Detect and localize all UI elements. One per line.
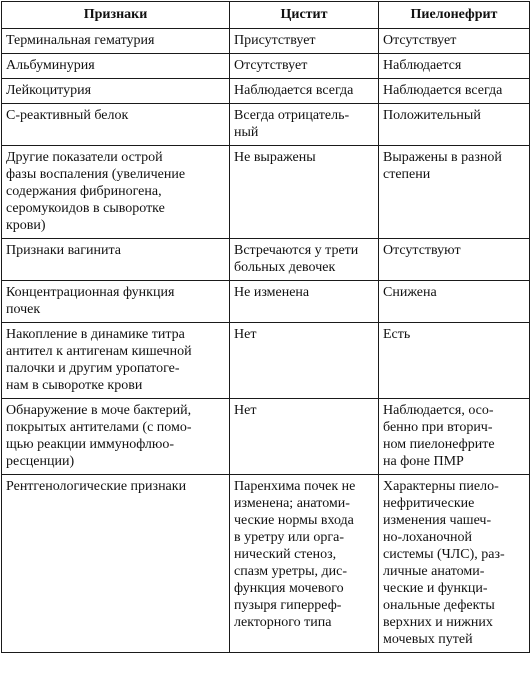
cell-text-line: Всегда отрицатель- <box>234 108 350 123</box>
sign-cell <box>2 399 230 475</box>
pyelonephritis-cell <box>379 475 530 653</box>
sign-cell <box>2 323 230 399</box>
cell-text-line: С-реактивный белок <box>6 108 129 123</box>
cell-text-line: Присутствует <box>234 33 316 48</box>
cell-text-line: крови) <box>6 218 46 233</box>
cell-text-line: Признаки вагинита <box>6 243 121 258</box>
pyelonephritis-cell <box>379 399 530 475</box>
table-body <box>2 29 530 653</box>
cell-text-line: ональные дефекты <box>383 598 495 613</box>
pyelonephritis-cell <box>379 29 530 54</box>
sign-cell <box>2 54 230 79</box>
cystitis-cell <box>230 79 379 104</box>
pyelonephritis-cell <box>379 104 530 146</box>
table-row <box>2 281 530 323</box>
cell-text-line: Терминальная гематурия <box>6 33 155 48</box>
cell-text-line: Альбуминурия <box>6 58 95 73</box>
pyelonephritis-cell <box>379 54 530 79</box>
cell-text-line: степени <box>383 167 431 182</box>
cell-text-line: ном пиелонефрите <box>383 437 495 452</box>
cell-text-line: Отсутствует <box>234 58 308 73</box>
cell-text-line: Отсутствует <box>383 33 457 48</box>
cell-text-line: почек <box>6 302 41 317</box>
sign-cell <box>2 146 230 239</box>
table-row <box>2 146 530 239</box>
cell-text-line: мочевых путей <box>383 632 473 647</box>
header-pyelonephritis: Пиелонефрит <box>379 2 530 29</box>
cell-text-line: нический стеноз, <box>234 547 337 562</box>
cystitis-cell <box>230 281 379 323</box>
pyelonephritis-cell <box>379 323 530 399</box>
cell-text-line: изменена; анатоми- <box>234 496 350 511</box>
table-row <box>2 104 530 146</box>
cell-text-line: Рентгенологические признаки <box>6 479 187 494</box>
cell-text-line: спазм уретры, дис- <box>234 564 348 579</box>
cell-text-line: Выражены в разной <box>383 150 502 165</box>
cell-text-line: ческие нормы входа <box>234 513 354 528</box>
cell-text-line: но-лоханочной <box>383 530 472 545</box>
cell-text-line: Наблюдается всегда <box>234 83 354 98</box>
cystitis-cell <box>230 146 379 239</box>
cystitis-cell <box>230 239 379 281</box>
table-row <box>2 239 530 281</box>
cell-text-line: ресценции) <box>6 454 75 469</box>
cell-text-line: фазы воспаления (увеличение <box>6 167 186 182</box>
cell-text-line: Обнаружение в моче бактерий, <box>6 403 192 418</box>
cell-text-line: системы (ЧЛС), раз- <box>383 547 505 562</box>
cell-text-line: серомукоидов в сыворотке <box>6 201 165 216</box>
sign-cell <box>2 475 230 653</box>
cell-text-line: Положительный <box>383 108 481 123</box>
cell-text-line: пузыря гиперреф- <box>234 598 342 613</box>
cell-text-line: ческие и функци- <box>383 581 488 596</box>
cell-text-line: Накопление в динамике титра <box>6 327 185 342</box>
cell-text-line: Характерны пиело- <box>383 479 499 494</box>
table-row <box>2 399 530 475</box>
cell-text-line: Наблюдается всегда <box>383 83 503 98</box>
comparison-table <box>1 1 530 653</box>
cell-text-line: в уретру или орга- <box>234 530 345 545</box>
sign-cell <box>2 79 230 104</box>
cystitis-cell <box>230 323 379 399</box>
cystitis-cell <box>230 399 379 475</box>
header-row <box>2 2 530 29</box>
sign-cell <box>2 281 230 323</box>
cell-text-line: содержания фибриногена, <box>6 184 162 199</box>
cell-text-line: Есть <box>383 327 411 342</box>
cell-text-line: антител к антигенам кишечной <box>6 344 192 359</box>
cell-text-line: Наблюдается <box>383 58 462 73</box>
pyelonephritis-cell <box>379 239 530 281</box>
cell-text-line: Наблюдается, осо- <box>383 403 494 418</box>
cell-text-line: щью реакции иммунофлюо- <box>6 437 175 452</box>
cell-text-line: функция мочевого <box>234 581 344 596</box>
cell-text-line: изменения чашеч- <box>383 513 492 528</box>
table-row <box>2 79 530 104</box>
cell-text-line: ный <box>234 125 259 140</box>
sign-cell <box>2 239 230 281</box>
table-row <box>2 323 530 399</box>
pyelonephritis-cell <box>379 146 530 239</box>
cell-text-line: бенно при вторич- <box>383 420 493 435</box>
cell-text-line: личные анатоми- <box>383 564 485 579</box>
cell-text-line: верхних и нижних <box>383 615 493 630</box>
sign-cell <box>2 104 230 146</box>
cell-text-line: Снижена <box>383 285 437 300</box>
cell-text-line: больных девочек <box>234 260 336 275</box>
cell-text-line: Встречаются у трети <box>234 243 359 258</box>
cystitis-cell <box>230 475 379 653</box>
cystitis-cell <box>230 54 379 79</box>
header-signs: Признаки <box>2 2 230 29</box>
cell-text-line: покрытых антителами (с помо- <box>6 420 192 435</box>
cell-text-line: Нет <box>234 403 257 418</box>
cell-text-line: палочки и другим уропатоге- <box>6 361 180 376</box>
cell-text-line: Не изменена <box>234 285 310 300</box>
cystitis-cell <box>230 104 379 146</box>
cell-text-line: лекторного типа <box>234 615 332 630</box>
pyelonephritis-cell <box>379 79 530 104</box>
cell-text-line: Нет <box>234 327 257 342</box>
table-header <box>2 2 530 29</box>
pyelonephritis-cell <box>379 281 530 323</box>
table-row <box>2 475 530 653</box>
cell-text-line: Паренхима почек не <box>234 479 356 494</box>
sign-cell <box>2 29 230 54</box>
cell-text-line: Лейкоцитурия <box>6 83 92 98</box>
cell-text-line: нам в сыворотке крови <box>6 378 143 393</box>
cell-text-line: нефритические <box>383 496 475 511</box>
cell-text-line: Концентрационная функция <box>6 285 175 300</box>
table-row <box>2 54 530 79</box>
cell-text-line: Не выражены <box>234 150 316 165</box>
cystitis-cell <box>230 29 379 54</box>
cell-text-line: Другие показатели острой <box>6 150 163 165</box>
cell-text-line: Отсутствуют <box>383 243 461 258</box>
table-row <box>2 29 530 54</box>
cell-text-line: на фоне ПМР <box>383 454 464 469</box>
header-cystitis: Цистит <box>230 2 379 29</box>
